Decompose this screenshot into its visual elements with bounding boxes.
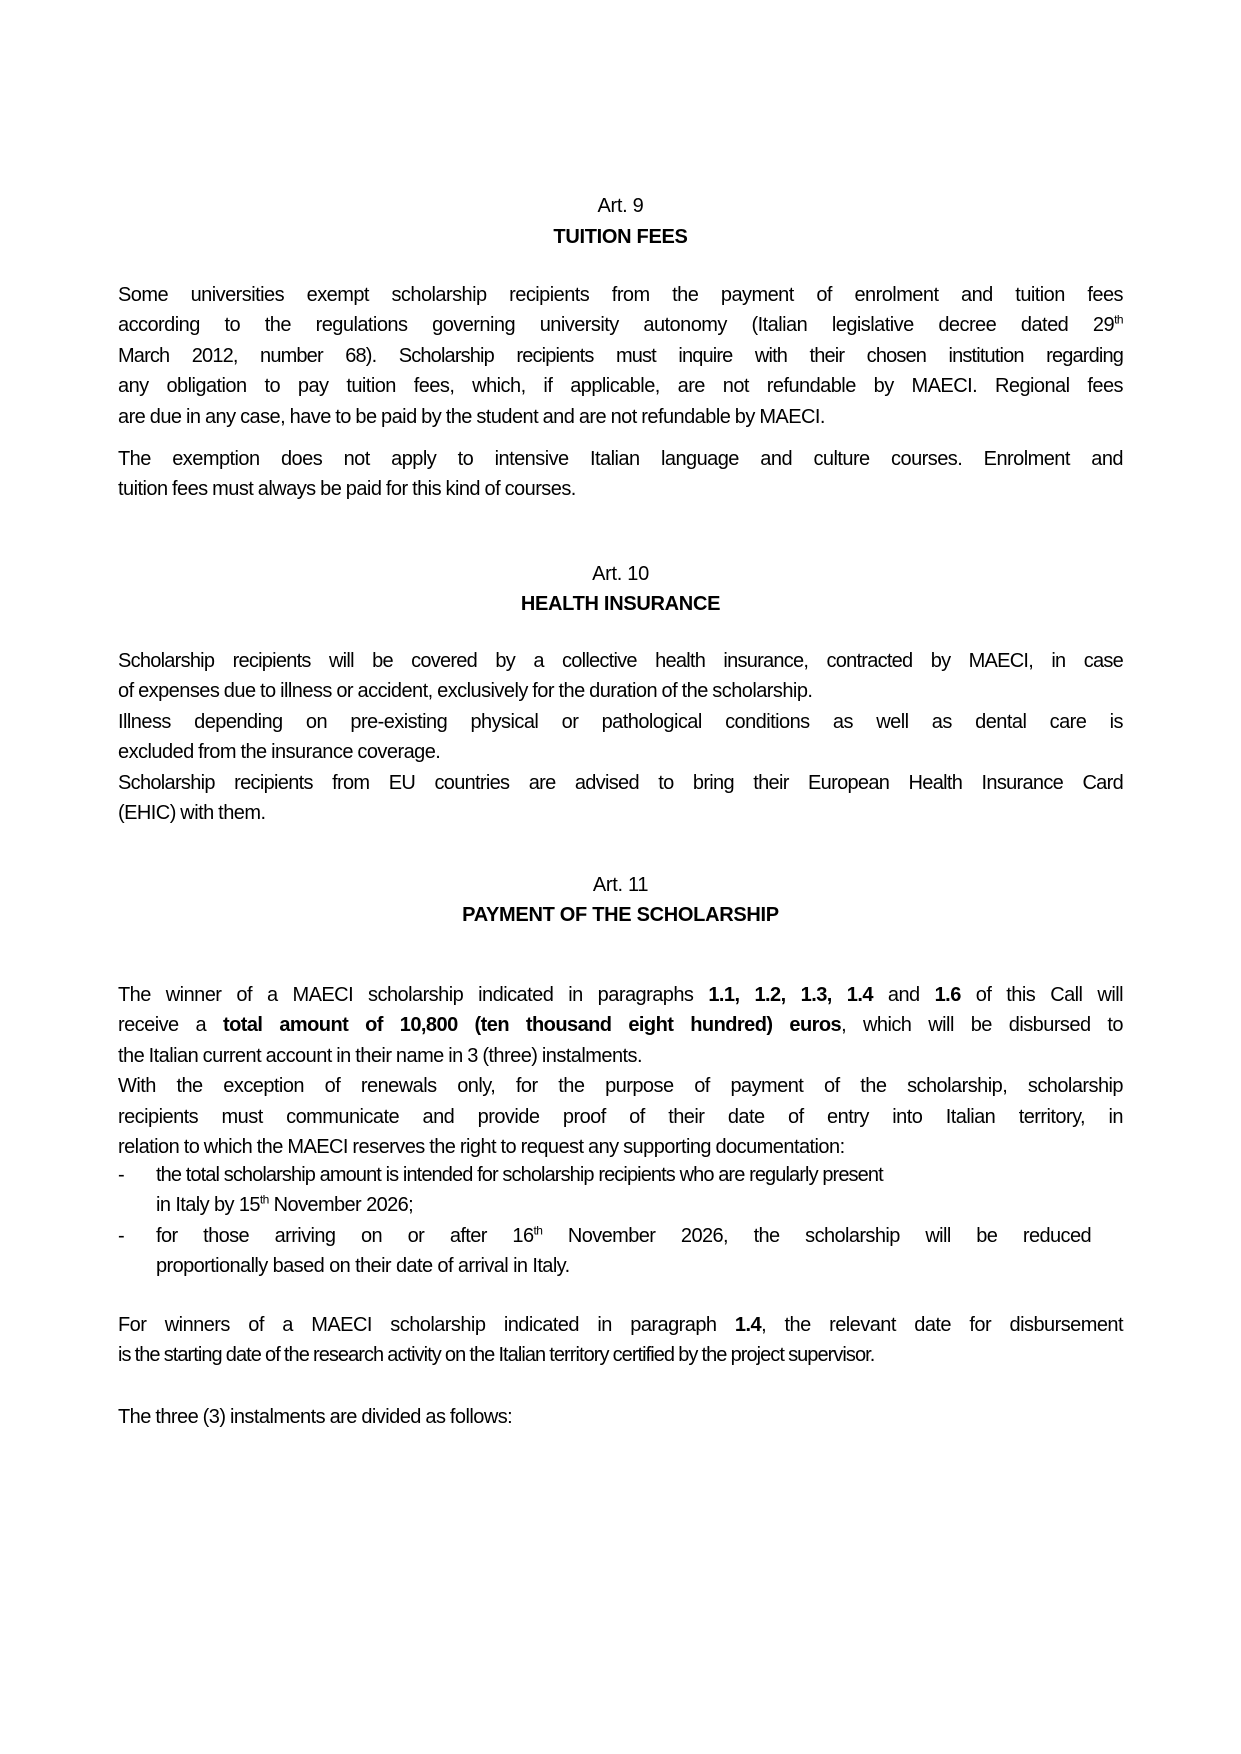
text-span: For winners of a MAECI scholarship indicated in paragraph <box>118 1314 735 1336</box>
text-line: (EHIC) with them. <box>118 802 266 825</box>
text-line: excluded from the insurance coverage. <box>118 741 441 764</box>
text-span: for those arriving on or after 16 <box>156 1224 534 1247</box>
text-line: Scholarship recipients from EU countries are advised to bring their European Health Insurance Card <box>118 771 1123 794</box>
text-span: November 2026, the scholarship will be reduced <box>542 1224 1091 1247</box>
arrival-conditions-list <box>118 1160 1123 1282</box>
bold-paragraph-ref: 1.4 <box>734 1314 762 1336</box>
text-line: of expenses due to illness or accident, exclusively for the duration of the scholarship. <box>118 680 813 703</box>
text-span: of this Call will <box>960 984 1124 1006</box>
article-10-number: Art. 10 <box>592 563 649 585</box>
article-9-number: Art. 9 <box>597 195 644 217</box>
text-span: The winner of a MAECI scholarship indicated in paragraphs <box>118 984 709 1006</box>
text-line <box>118 980 1123 1010</box>
article-10-title: HEALTH INSURANCE <box>520 593 721 615</box>
text-line: are due in any case, have to be paid by the student and are not refundable by MAECI. <box>118 405 825 428</box>
bold-total-amount: total amount of 10,800 (ten thousand eight hundred) euros <box>222 1014 842 1037</box>
dash-bullet-icon: - <box>118 1224 125 1247</box>
text-span: , which will be disbursed to <box>841 1014 1123 1037</box>
text-line: relation to which the MAECI reserves the right to request any supporting documentation: <box>118 1136 845 1159</box>
superscript: th <box>1114 312 1123 327</box>
text-line: tuition fees must always be paid for this kind of courses. <box>118 478 576 501</box>
text-line: any obligation to pay tuition fees, which, if applicable, are not refundable by MAECI. Regional fees <box>118 375 1123 398</box>
text-line <box>118 1310 1123 1340</box>
text-line: recipients must communicate and provide proof of their date of entry into Italian territory, in <box>118 1105 1123 1128</box>
text-span: and <box>872 984 935 1006</box>
text-line: With the exception of renewals only, for the purpose of payment of the scholarship, scholarship <box>118 1075 1123 1098</box>
text-span: , the relevant date for disbursement <box>761 1314 1123 1336</box>
dash-bullet-icon: - <box>118 1164 125 1186</box>
text-line: March 2012, number 68). Scholarship recipients must inquire with their chosen institution regarding <box>118 344 1123 367</box>
article-11-paragraph-2 <box>118 1310 1123 1371</box>
text-line: the total scholarship amount is intended for scholarship recipients who are regularly present <box>156 1164 883 1186</box>
text-span: in Italy by 15 <box>156 1194 260 1217</box>
text-line: is the starting date of the research activity on the Italian territory certified by the project supervisor. <box>118 1344 875 1367</box>
text-line: The exemption does not apply to intensive Italian language and culture courses. Enrolment and <box>118 448 1123 470</box>
text-span: according to the regulations governing university autonomy (Italian legislative decree dated 29 <box>118 314 1115 337</box>
text-span: receive a <box>118 1014 223 1037</box>
text-line: proportionally based on their date of arrival in Italy. <box>156 1255 570 1278</box>
article-9-paragraph-1 <box>118 280 1123 432</box>
text-line: Illness depending on pre-existing physical or pathological conditions as well as dental care is <box>118 710 1123 733</box>
article-11-paragraph-1 <box>118 980 1123 1162</box>
bold-paragraph-ref: 1.6 <box>934 984 961 1006</box>
text-line: the Italian current account in their name in 3 (three) instalments. <box>118 1044 642 1067</box>
text-line <box>118 310 1123 340</box>
article-11-number: Art. 11 <box>592 874 649 896</box>
article-9-paragraph-2 <box>118 444 1123 505</box>
text-line: Scholarship recipients will be covered by a collective health insurance, contracted by MAECI, in case <box>118 650 1123 672</box>
superscript: th <box>533 1223 543 1238</box>
article-11-paragraph-3 <box>118 1402 1123 1432</box>
text-line <box>118 1010 1123 1040</box>
bold-paragraph-refs: 1.1, 1.2, 1.3, 1.4 <box>708 984 873 1006</box>
superscript: th <box>259 1192 269 1207</box>
article-9-title: TUITION FEES <box>553 226 688 248</box>
text-span: November 2026; <box>268 1194 414 1217</box>
text-line <box>156 1221 1091 1251</box>
article-11-title: PAYMENT OF THE SCHOLARSHIP <box>462 904 779 926</box>
article-10-paragraph-1 <box>118 646 1123 828</box>
text-line: Some universities exempt scholarship recipients from the payment of enrolment and tuition fees <box>118 284 1123 306</box>
text-line: The three (3) instalments are divided as follows: <box>118 1406 513 1428</box>
list-item <box>118 1221 1091 1282</box>
list-item <box>118 1160 1091 1221</box>
text-line <box>156 1190 1091 1220</box>
